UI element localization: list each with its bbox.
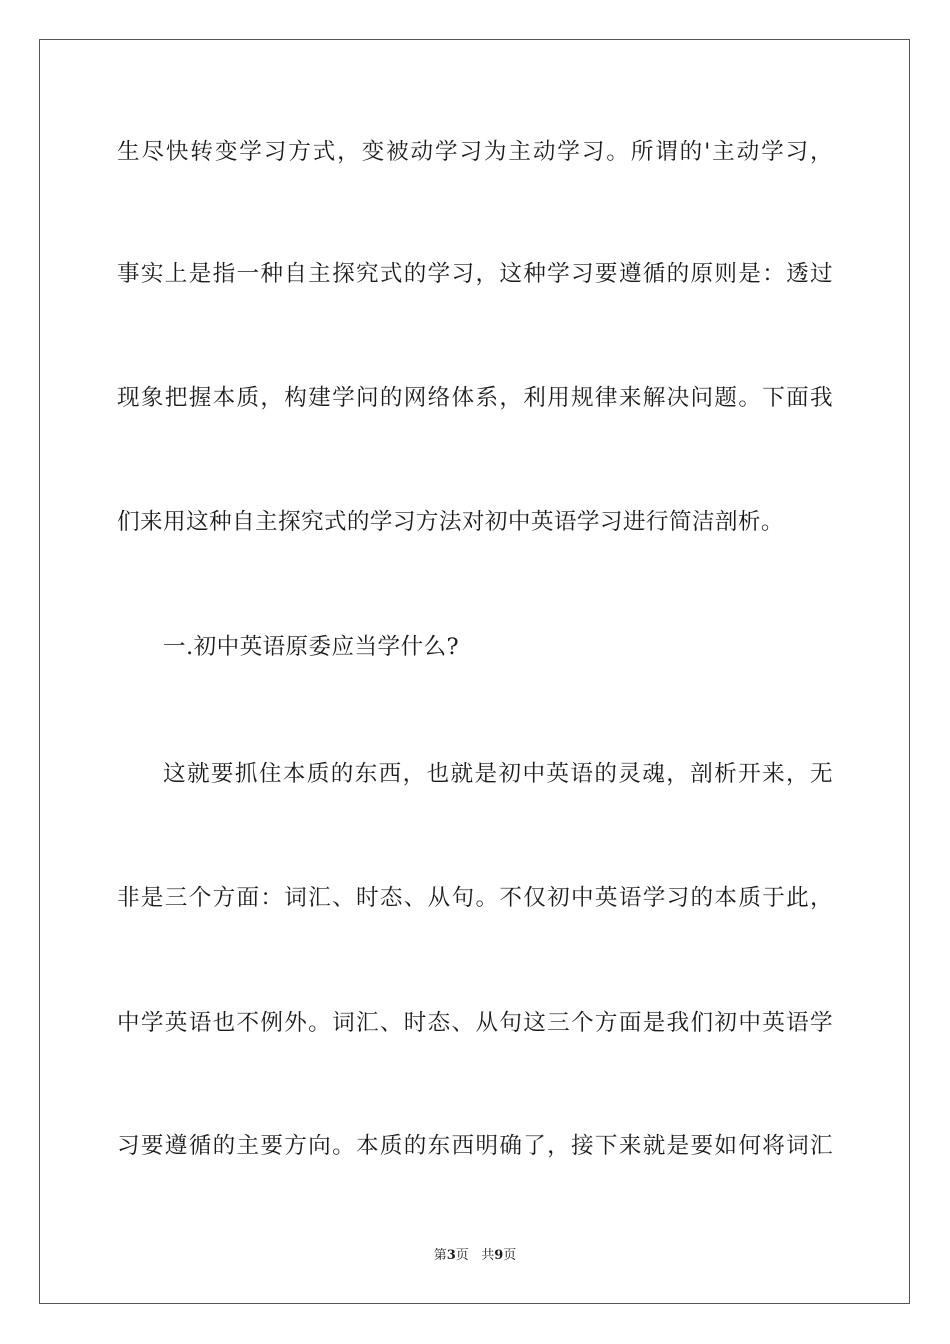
body-text-line: 事实上是指一种自主探究式的学习，这种学习要遵循的原则是：透过 xyxy=(117,261,833,287)
page-suffix: 页 xyxy=(455,1248,469,1263)
page-total-number: 9 xyxy=(494,1248,504,1263)
body-text-line: 非是三个方面：词汇、时态、从句。不仅初中英语学习的本质于此， xyxy=(117,885,833,911)
body-text-line: 习要遵循的主要方向。本质的东西明确了，接下来就是要如何将词汇 xyxy=(117,1133,833,1159)
body-text-line: 这就要抓住本质的东西，也就是初中英语的灵魂，剖析开来，无 xyxy=(163,761,833,787)
body-text-line: 现象把握本质，构建学问的网络体系，利用规律来解决问题。下面我 xyxy=(117,385,833,411)
total-prefix: 共 xyxy=(481,1248,495,1263)
total-suffix: 页 xyxy=(503,1248,517,1263)
page-prefix: 第 xyxy=(433,1248,447,1263)
body-text-line: 们来用这种自主探究式的学习方法对初中英语学习进行简洁剖析。 xyxy=(117,509,784,535)
page-current-number: 3 xyxy=(446,1248,456,1263)
body-text-line: 中学英语也不例外。词汇、时态、从句这三个方面是我们初中英语学 xyxy=(117,1010,833,1036)
page-footer xyxy=(0,1247,950,1265)
section-heading: 一.初中英语原委应当学什么? xyxy=(163,634,460,660)
page-border xyxy=(39,39,910,1304)
body-text-line: 生尽快转变学习方式，变被动学习为主动学习。所谓的'主动学习， xyxy=(117,139,833,165)
